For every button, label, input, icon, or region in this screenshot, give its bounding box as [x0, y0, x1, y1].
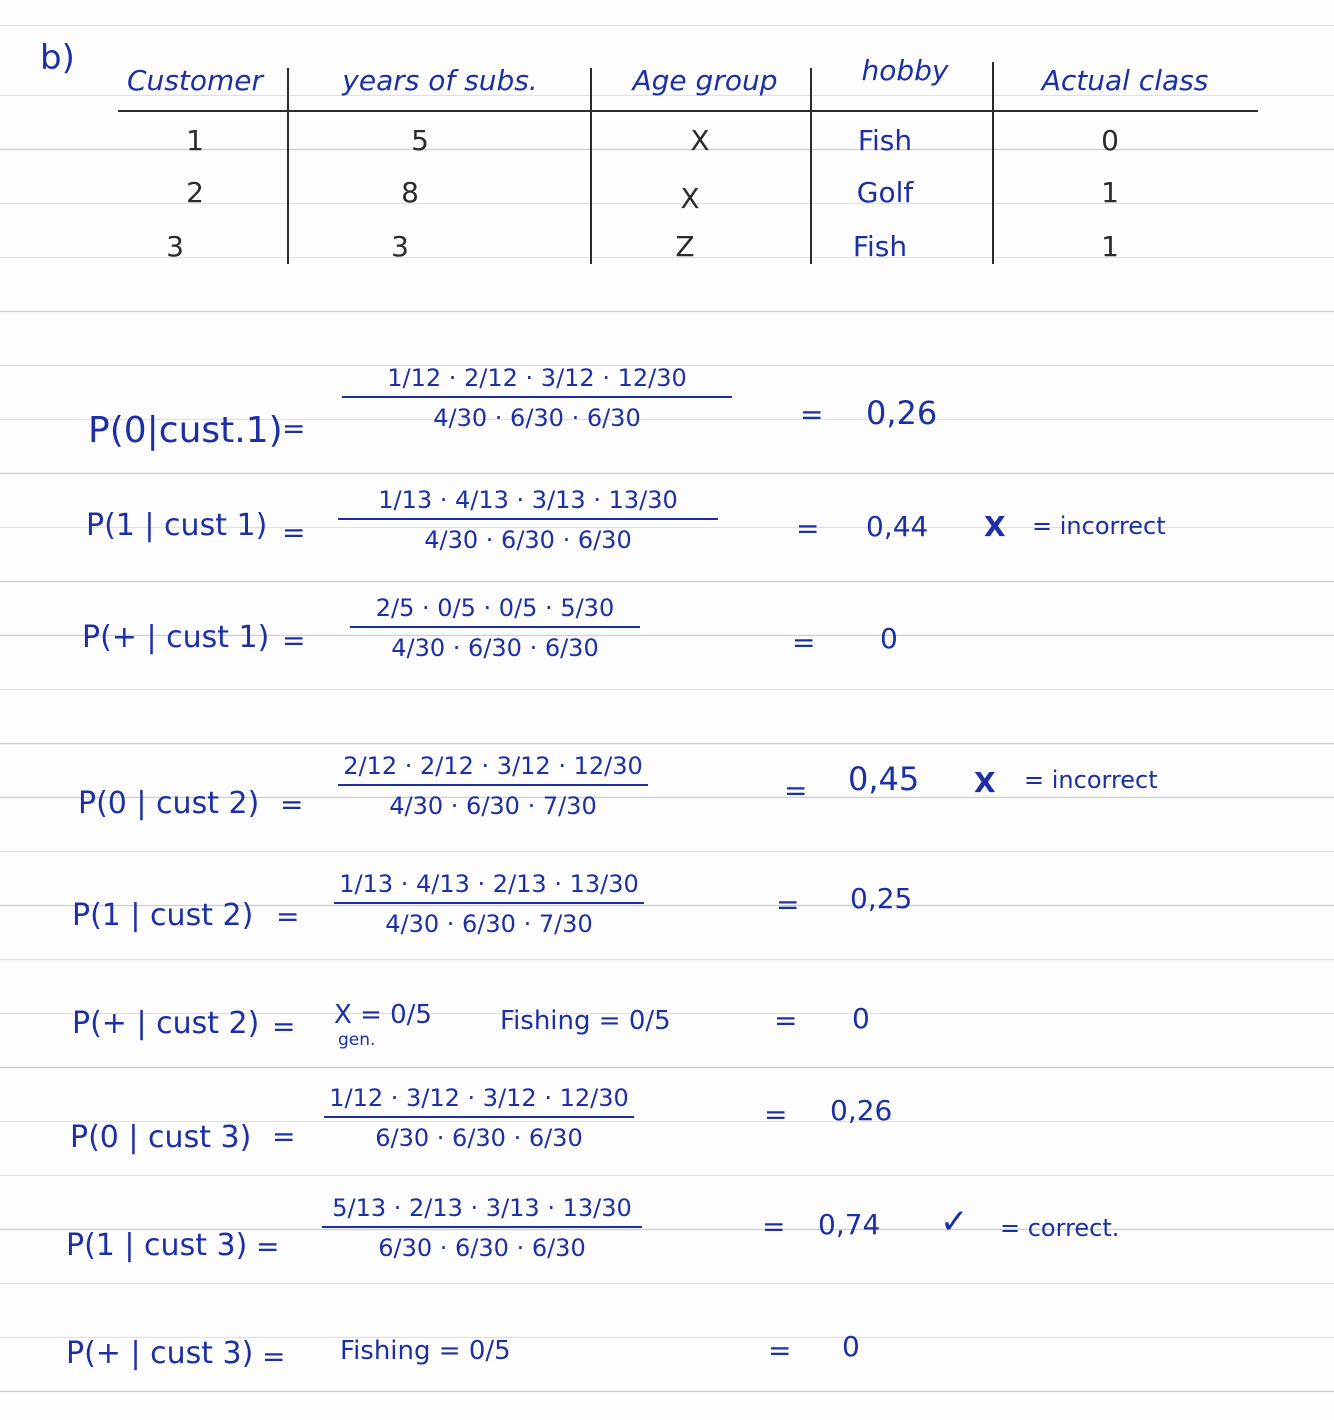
fraction	[338, 752, 648, 820]
equation-result: 0,45	[848, 760, 920, 798]
fraction-denominator: 4/30 · 6/30 · 6/30	[391, 634, 599, 662]
verdict-label: = correct.	[1000, 1214, 1120, 1242]
fraction-denominator: 4/30 · 6/30 · 7/30	[389, 792, 597, 820]
equals-sign: =	[776, 888, 800, 921]
equals-sign: =	[796, 512, 820, 545]
fraction	[342, 364, 732, 432]
equation-lhs: P(0 | cust 3)	[70, 1120, 252, 1155]
equals-sign: =	[792, 626, 816, 659]
table-cell: 2	[186, 176, 204, 209]
equals-sign: =	[272, 1010, 296, 1043]
equation-result: 0	[842, 1330, 860, 1363]
equals-sign: =	[764, 1098, 788, 1131]
table-cell: 1	[186, 124, 204, 157]
col-header-customer: Customer	[126, 64, 263, 97]
table-cell: X	[690, 124, 710, 157]
equals-sign: =	[762, 1210, 786, 1243]
col-header-age-group: Age group	[632, 64, 778, 97]
equation-lhs: P(1 | cust 2)	[72, 898, 254, 933]
table-cell: X	[680, 182, 700, 215]
equation-result: 0,74	[818, 1208, 881, 1241]
equation-lhs: P(0|cust.1)	[88, 410, 283, 451]
table-divider	[287, 68, 289, 264]
age-group-likelihood	[334, 1000, 432, 1030]
equals-sign: =	[282, 516, 306, 549]
equation-lhs: P(1 | cust 3)	[66, 1228, 248, 1263]
verdict-label: = incorrect	[1024, 766, 1158, 794]
fraction-numerator: 2/5 · 0/5 · 0/5 · 5/30	[375, 594, 615, 622]
equals-sign: =	[784, 774, 808, 807]
table-cell: Fish	[857, 124, 913, 157]
table-cell: 0	[1101, 124, 1119, 157]
fraction	[338, 486, 718, 554]
correct-checkmark-icon: ✓	[940, 1202, 969, 1242]
verdict-label: = incorrect	[1032, 512, 1166, 540]
fraction-denominator: 4/30 · 6/30 · 7/30	[385, 910, 593, 938]
equals-sign: =	[282, 624, 306, 657]
table-cell: 1	[1101, 230, 1119, 263]
table-header-rule	[118, 110, 1258, 112]
table-cell: 8	[401, 176, 419, 209]
equation-lhs: P(+ | cust 1)	[82, 620, 270, 655]
table-cell: 3	[391, 230, 409, 263]
incorrect-cross-icon: X	[974, 766, 996, 799]
equals-sign: =	[276, 900, 300, 933]
fraction-denominator: 4/30 · 6/30 · 6/30	[433, 404, 641, 432]
equals-sign: =	[256, 1230, 280, 1263]
equation-result: 0,26	[866, 394, 938, 432]
expr-variable: X	[334, 1000, 352, 1030]
equals-sign: =	[280, 788, 304, 821]
table-cell: 1	[1101, 176, 1119, 209]
equals-sign: =	[800, 398, 824, 431]
equals-sign: =	[272, 1120, 296, 1153]
col-header-years: years of subs.	[342, 64, 538, 97]
equation-result: 0,44	[866, 510, 929, 543]
equation-lhs: P(0 | cust 2)	[78, 786, 260, 821]
equation-lhs: P(+ | cust 2)	[72, 1006, 260, 1041]
fraction	[334, 870, 644, 938]
table-cell: Fish	[852, 230, 908, 263]
fraction-numerator: 1/13 · 4/13 · 2/13 · 13/30	[339, 870, 639, 898]
table-cell: 3	[166, 230, 184, 263]
equation-result: 0,26	[830, 1094, 893, 1127]
equals-sign: =	[774, 1004, 798, 1037]
hobby-likelihood: Fishing = 0/5	[340, 1336, 511, 1366]
table-cell: 5	[411, 124, 429, 157]
fraction	[322, 1194, 642, 1262]
hobby-likelihood: Fishing = 0/5	[500, 1006, 671, 1036]
equation-lhs: P(1 | cust 1)	[86, 508, 268, 543]
equals-sign: =	[282, 412, 306, 445]
fraction-numerator: 2/12 · 2/12 · 3/12 · 12/30	[343, 752, 643, 780]
equals-sign: =	[768, 1334, 792, 1367]
fraction	[350, 594, 640, 662]
equation-result: 0,25	[850, 882, 913, 915]
fraction-denominator: 4/30 · 6/30 · 6/30	[424, 526, 632, 554]
fraction-numerator: 1/12 · 3/12 · 3/12 · 12/30	[329, 1084, 629, 1112]
fraction-denominator: 6/30 · 6/30 · 6/30	[375, 1124, 583, 1152]
fraction-numerator: 1/12 · 2/12 · 3/12 · 12/30	[387, 364, 687, 392]
table-divider	[992, 62, 994, 264]
fraction	[324, 1084, 634, 1152]
fraction-numerator: 1/13 · 4/13 · 3/13 · 13/30	[378, 486, 678, 514]
fraction-numerator: 5/13 · 2/13 · 3/13 · 13/30	[332, 1194, 632, 1222]
table-cell: Z	[675, 230, 695, 263]
expr-subscript: gen.	[338, 1030, 376, 1050]
equation-lhs: P(+ | cust 3)	[66, 1336, 254, 1371]
incorrect-cross-icon: X	[984, 510, 1006, 543]
part-label: b)	[40, 38, 75, 78]
expr-value: = 0/5	[360, 1000, 432, 1030]
equation-result: 0	[852, 1002, 870, 1035]
equals-sign: =	[262, 1340, 286, 1373]
table-cell: Golf	[856, 176, 914, 209]
col-header-hobby: hobby	[861, 54, 949, 87]
fraction-denominator: 6/30 · 6/30 · 6/30	[378, 1234, 586, 1262]
equation-result: 0	[880, 622, 898, 655]
col-header-actual-class: Actual class	[1041, 64, 1209, 97]
